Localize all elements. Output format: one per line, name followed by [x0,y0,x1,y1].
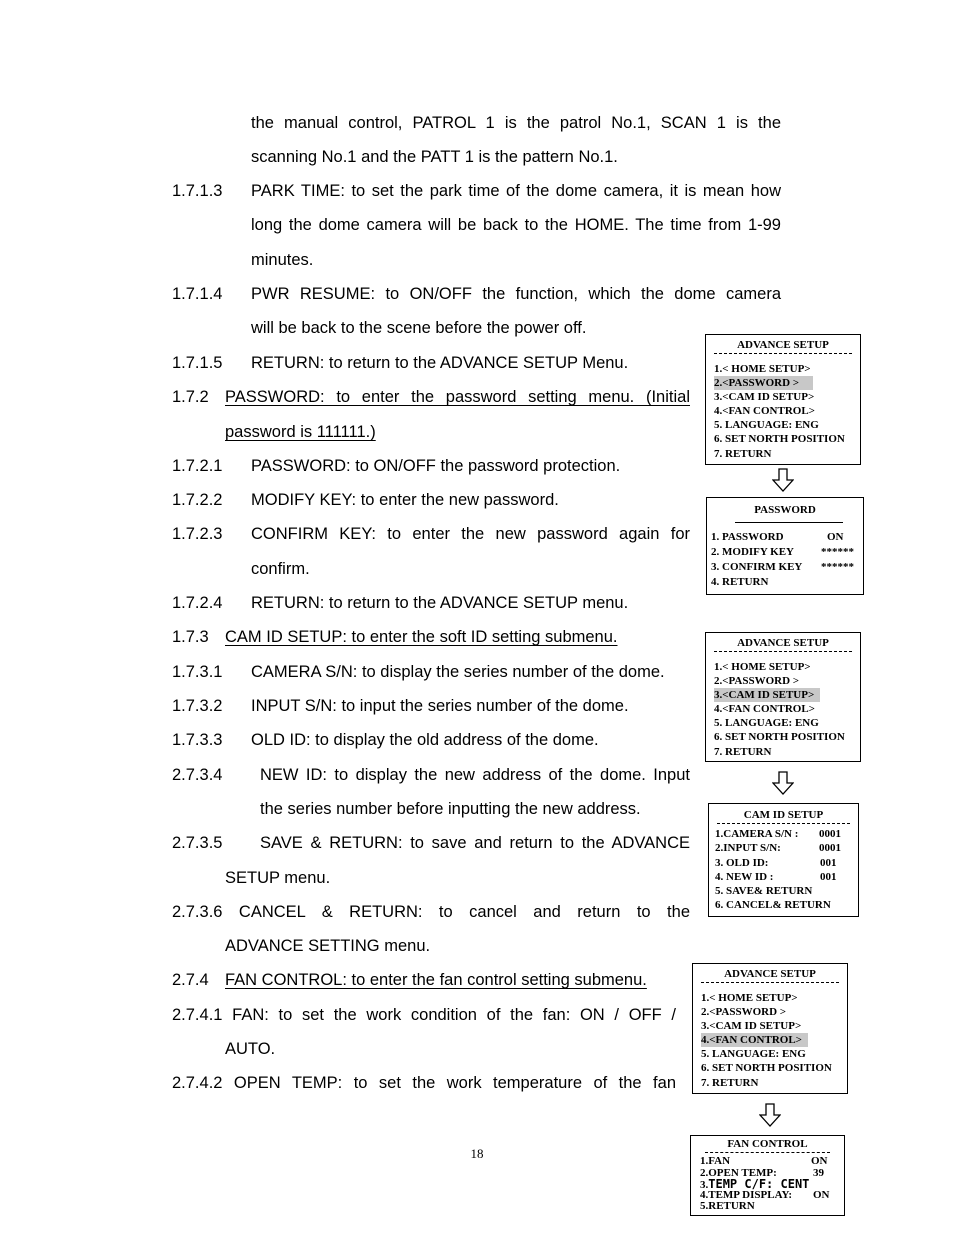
menu-item: 1. PASSWORD [711,531,784,543]
section-text: RETURN: to return to the ADVANCE SETUP menu. [251,594,629,612]
section-text: CONFIRM KEY: to enter the new password again for [251,525,690,543]
menu-value: ****** [821,546,854,558]
menu-item-temp-cf: TEMP C/F: CENT [708,1177,810,1191]
menu-value: 001 [820,871,837,883]
menu-value: 0001 [819,842,841,854]
menu-item: 1.CAMERA S/N : [715,828,799,840]
menu-item: 6. SET NORTH POSITION [714,433,845,445]
menu-value: 0001 [819,828,841,840]
menu-value: ON [813,1189,830,1201]
menu-item: 5.RETURN [700,1200,755,1212]
menu-item: 1.< HOME SETUP> [714,363,811,375]
arrow-down-icon [772,771,794,795]
menu-item-selected: 4.<FAN CONTROL> [701,1033,808,1047]
menu-item: 4.<FAN CONTROL> [714,405,815,417]
text-line: minutes. [251,251,314,269]
menu-item: 5. SAVE& RETURN [715,885,813,897]
section-number: 1.7.2.3 [172,525,223,543]
menu-item: 3. OLD ID: [715,857,769,869]
section-heading: PASSWORD: to enter the password setting menu. (Initial [225,388,690,406]
text-line: will be back to the scene before the power off. [251,319,587,337]
section-heading: FAN CONTROL: to enter the fan control setting submenu. [225,971,647,989]
text-line: password is 111111.) [225,423,376,441]
section-text: PARK TIME: to set the park time of the dome camera, it is mean how [251,182,781,200]
arrow-down-icon [759,1103,781,1127]
menu-item: 7. RETURN [714,448,772,460]
section-text: INPUT S/N: to input the series number of the dome. [251,697,629,715]
menu-item: 2. MODIFY KEY [711,546,795,558]
menu-divider [714,353,852,354]
section-number: 2.7.3.5 [172,834,223,852]
section-number: 1.7.2 [172,388,209,406]
menu-item: 4. NEW ID : [715,871,774,883]
menu-cam-id-setup [708,803,859,917]
menu-title: PASSWORD [754,504,816,516]
menu-item-prefix: 3. [700,1179,709,1191]
text-line: long the dome camera will be back to the HOME. The time from 1-99 [251,216,781,234]
text-line: 2.7.3.6 CANCEL & RETURN: to cancel and return to the [172,903,690,921]
menu-value: ON [811,1155,828,1167]
menu-item: 4.TEMP DISPLAY: [700,1189,793,1201]
menu-item: 3.<CAM ID SETUP> [714,391,815,403]
text-line: SETUP menu. [225,869,331,887]
menu-title: ADVANCE SETUP [724,968,816,980]
menu-item: 1.< HOME SETUP> [701,992,798,1004]
menu-item: 6. SET NORTH POSITION [701,1062,832,1074]
menu-item: 7. RETURN [701,1077,759,1089]
section-text: PASSWORD: to ON/OFF the password protection. [251,457,621,475]
menu-value: 001 [820,857,837,869]
section-number: 1.7.3.2 [172,697,223,715]
section-number: 2.7.3.4 [172,766,223,784]
text-line: ADVANCE SETTING menu. [225,937,431,955]
menu-item: 2.<PASSWORD > [714,675,800,687]
menu-item: 3.<CAM ID SETUP> [701,1020,802,1032]
arrow-down-icon [772,468,794,492]
menu-fan-control [690,1135,845,1216]
menu-item-selected: 2.<PASSWORD > [714,376,813,390]
menu-value: ****** [821,561,854,573]
menu-item: 1.< HOME SETUP> [714,661,811,673]
menu-item: 2.INPUT S/N: [715,842,781,854]
text-line: AUTO. [225,1040,276,1058]
text-line: the manual control, PATROL 1 is the patrol No.1, SCAN 1 is the [251,114,781,132]
section-number: 2.7.4 [172,971,209,989]
menu-title: ADVANCE SETUP [737,637,829,649]
section-text: NEW ID: to display the new address of the dome. Input [260,766,690,784]
menu-divider [705,1152,830,1153]
menu-advance-setup-3 [692,963,848,1094]
menu-item: 3. CONFIRM KEY [711,561,803,573]
menu-title: CAM ID SETUP [743,809,824,821]
text-line: the series number before inputting the new address. [260,800,641,818]
menu-item: 2.OPEN TEMP: [700,1167,777,1179]
menu-value: ON [827,531,844,543]
menu-item: 2.<PASSWORD > [701,1006,787,1018]
menu-password [706,497,864,595]
menu-item-selected: 3.<CAM ID SETUP> [714,688,820,702]
menu-divider [735,522,843,523]
menu-item: 5. LANGUAGE: ENG [714,419,819,431]
menu-advance-setup-1 [705,334,861,465]
menu-item: 6. SET NORTH POSITION [714,731,845,743]
section-number: 1.7.2.2 [172,491,223,509]
section-heading: CAM ID SETUP: to enter the soft ID setting submenu. [225,628,618,646]
section-number: 1.7.2.4 [172,594,223,612]
section-text: PWR RESUME: to ON/OFF the function, which the dome camera [251,285,781,303]
menu-item: 6. CANCEL& RETURN [715,899,831,911]
section-text: RETURN: to return to the ADVANCE SETUP Menu. [251,354,629,372]
menu-advance-setup-2 [705,632,861,762]
section-number: 1.7.2.1 [172,457,223,475]
section-text: SAVE & RETURN: to save and return to the ADVANCE [260,834,690,852]
section-text: OLD ID: to display the old address of the dome. [251,731,599,749]
menu-title: FAN CONTROL [727,1138,808,1150]
menu-item: 1.FAN [700,1155,731,1167]
menu-divider [714,651,852,652]
section-number: 1.7.1.3 [172,182,223,200]
menu-item: 4. RETURN [711,576,769,588]
text-line: confirm. [251,560,310,578]
menu-item: 4.<FAN CONTROL> [714,703,815,715]
menu-item: 7. RETURN [714,746,772,758]
text-line: scanning No.1 and the PATT 1 is the pattern No.1. [251,148,618,166]
menu-title: ADVANCE SETUP [737,339,829,351]
menu-divider [717,823,850,824]
section-number: 1.7.1.5 [172,354,223,372]
menu-item: 5. LANGUAGE: ENG [714,717,819,729]
section-number: 1.7.1.4 [172,285,223,303]
section-number: 1.7.3.1 [172,663,223,681]
text-line: 2.7.4.1 FAN: to set the work condition of the fan: ON / OFF / [172,1006,676,1024]
section-number: 1.7.3.3 [172,731,223,749]
menu-value: 39 [813,1167,824,1179]
section-number: 1.7.3 [172,628,209,646]
text-line: 2.7.4.2 OPEN TEMP: to set the work temperature of the fan [172,1074,676,1092]
page-number: 18 [470,1146,484,1161]
menu-divider [701,982,839,983]
section-text: MODIFY KEY: to enter the new password. [251,491,559,509]
menu-item: 5. LANGUAGE: ENG [701,1048,806,1060]
section-text: CAMERA S/N: to display the series number of the dome. [251,663,665,681]
